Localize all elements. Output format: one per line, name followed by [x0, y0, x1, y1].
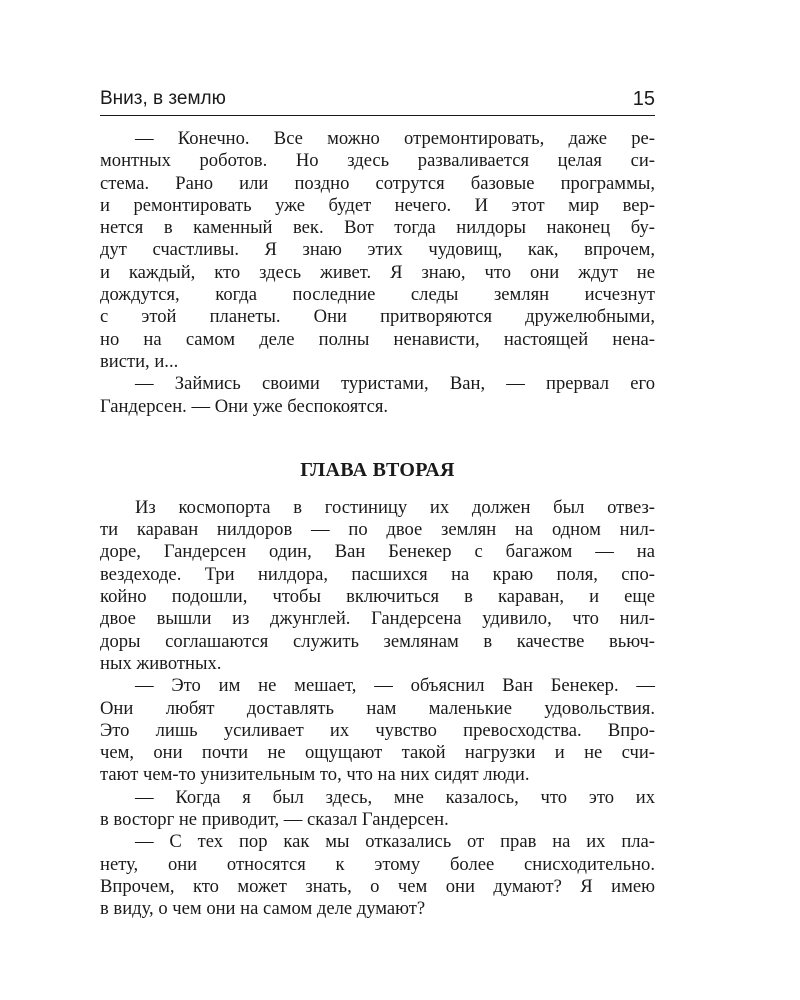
text-line: тают чем-то унизительным то, что на них сидят люди. [100, 764, 530, 786]
text-line: доры соглашаются служить землянам в качестве вьюч- [100, 630, 655, 652]
page-number: 15 [632, 88, 655, 110]
text-line: ти караван нилдоров — по двое землян на одном нил- [100, 519, 655, 541]
paragraph [100, 675, 655, 786]
text-line: и каждый, кто здесь живет. Я знаю, что они ждут не [100, 261, 655, 283]
text-line: — Когда я был здесь, мне казалось, что это их [135, 786, 655, 808]
text-line: и ремонтировать уже будет нечего. И этот мир вер- [100, 194, 655, 216]
text-line: висти, и... [100, 350, 179, 372]
text-line: вездеходе. Три нилдора, пасшихся на краю поля, спо- [100, 563, 655, 585]
text-line: Это лишь усиливает их чувство превосходства. Впро- [100, 719, 655, 741]
text-line: койно подошли, чтобы включиться в караван, и еще [100, 586, 655, 608]
text-line: Из космопорта в гостиницу их должен был отвез- [135, 496, 655, 518]
text-line: в виду, о чем они на самом деле думают? [100, 898, 426, 920]
text-line: в восторг не приводит, — сказал Гандерсен. [100, 809, 449, 831]
text-line: стема. Рано или поздно сотрутся базовые программы, [100, 172, 655, 194]
section-before-chapter [100, 128, 655, 418]
text-line: чем, они почти не ощущают такой нагрузки и не счи- [100, 742, 655, 764]
paragraph [100, 128, 655, 373]
paragraph [100, 373, 655, 418]
text-line: Впрочем, кто может знать, о чем они думают? Я имею [100, 875, 655, 897]
text-line: — Это им не мешает, — объяснил Ван Бенекер. — [135, 675, 655, 697]
text-line: доре, Гандерсен один, Ван Бенекер с багажом — на [100, 541, 655, 563]
running-title: Вниз, в землю [100, 88, 226, 109]
paragraph [100, 787, 655, 832]
text-line: дут счастливы. Я знаю этих чудовищ, как, впрочем, [100, 239, 655, 261]
text-line: — С тех пор как мы отказались от прав на их пла- [135, 831, 655, 853]
section-after-chapter [100, 497, 655, 921]
book-page [100, 88, 655, 921]
text-line: нется в каменный век. Вот тогда нилдоры наконец бу- [100, 217, 655, 239]
text-line: нету, они относятся к этому более снисходительно. [100, 853, 655, 875]
text-line: с этой планеты. Они притворяются дружелюбными, [100, 306, 655, 328]
text-line: — Конечно. Все можно отремонтировать, даже ре- [135, 128, 655, 149]
text-line: двое вышли из джунглей. Гандерсена удивило, что нил- [100, 608, 655, 630]
text-line: монтных роботов. Но здесь разваливается целая си- [100, 150, 655, 172]
text-line: — Займись своими туристами, Ван, — прервал его [135, 373, 655, 395]
text-line: Они любят доставлять нам маленькие удовольствия. [100, 697, 655, 719]
paragraph [100, 497, 655, 675]
text-line: ных животных. [100, 652, 222, 674]
text-line: но на самом деле полны ненависти, настоящей нена- [100, 328, 655, 350]
running-header [100, 88, 655, 116]
text-line: дождутся, когда последние следы землян исчезнут [100, 284, 655, 306]
chapter-title: ГЛАВА ВТОРАЯ [300, 458, 455, 481]
text-line: Гандерсен. — Они уже беспокоятся. [100, 395, 389, 417]
paragraph [100, 831, 655, 920]
